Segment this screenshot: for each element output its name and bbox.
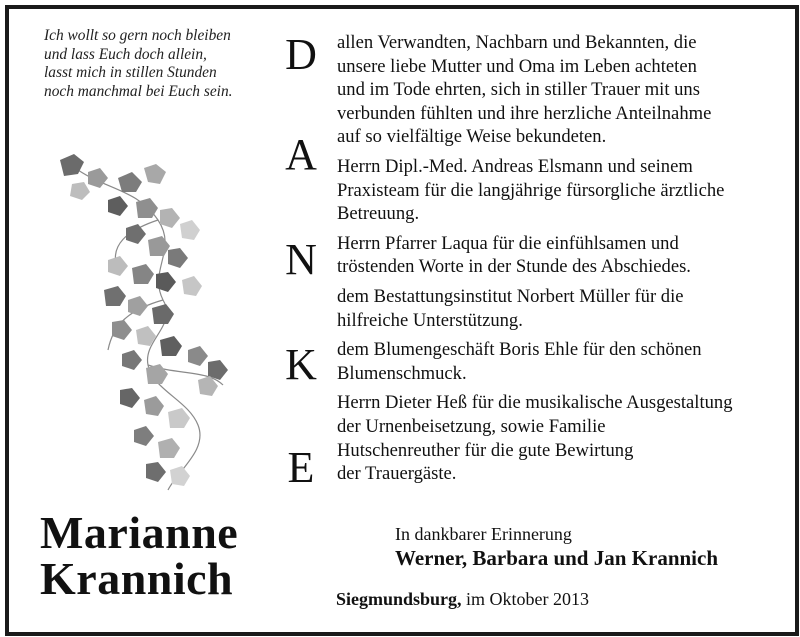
text-line: und im Tode ehrten, sich in stiller Trauer mit uns: [337, 79, 700, 101]
family-signature: Werner, Barbara und Jan Krannich: [395, 546, 719, 570]
danke-letter: A: [285, 130, 317, 179]
thanks-paragraph: [337, 31, 777, 149]
text-line: tröstenden Worte in der Stunde des Abschiedes.: [337, 256, 691, 278]
danke-letter: N: [285, 235, 317, 284]
last-name: Krannich: [40, 553, 234, 604]
text-line: Praxisteam für die langjährige fürsorgliche ärztliche: [337, 179, 725, 201]
place-name: Siegmundsburg,: [336, 589, 462, 609]
thanks-text: [337, 31, 777, 492]
text-line: dem Bestattungsinstitut Norbert Müller für die: [337, 285, 684, 307]
text-line: dem Blumengeschäft Boris Ehle für den schönen: [337, 339, 702, 361]
text-line: hilfreiche Unterstützung.: [337, 309, 523, 331]
first-name: Marianne: [40, 507, 239, 558]
text-line: Herrn Dieter Heß für die musikalische Ausgestaltung: [337, 392, 733, 414]
text-line: unsere liebe Mutter und Oma im Leben achteten: [337, 55, 697, 77]
poem-line: Ich wollt so gern noch bleiben: [44, 27, 231, 44]
deceased-name: [40, 507, 239, 604]
text-line: Betreuung.: [337, 203, 420, 225]
text-line: auf so vielfältige Weise bekundeten.: [337, 126, 607, 148]
text-line: Blumenschmuck.: [337, 362, 467, 384]
place-date: [336, 589, 589, 610]
thanks-paragraph: [337, 285, 777, 332]
danke-letter: E: [287, 443, 315, 492]
thanks-paragraph: [337, 232, 777, 279]
text-line: der Urnenbeisetzung, sowie Familie: [337, 415, 606, 437]
danke-letter: K: [285, 340, 317, 389]
thanks-paragraph: [337, 391, 777, 485]
memorial-poem: [44, 27, 274, 101]
poem-line: lasst mich in stillen Stunden: [44, 64, 217, 82]
thanks-paragraph: [337, 338, 777, 385]
poem-line: und lass Euch doch allein,: [44, 45, 207, 63]
text-line: der Trauergäste.: [337, 463, 457, 485]
memory-line: In dankbarer Erinnerung: [395, 524, 572, 544]
thanks-paragraph: [337, 155, 777, 226]
text-line: Hutschenreuther für die gute Bewirtung: [337, 439, 634, 461]
text-line: verbunden fühlten und ihre herzliche Anteilnahme: [337, 102, 712, 124]
text-line: Herrn Dipl.-Med. Andreas Elsmann und seinem: [337, 155, 693, 177]
danke-letter: D: [285, 30, 317, 79]
date-text: im Oktober 2013: [466, 589, 590, 609]
poem-line: noch manchmal bei Euch sein.: [44, 82, 233, 100]
text-line: allen Verwandten, Nachbarn und Bekannten, die: [337, 32, 697, 53]
ivy-vine-illustration: [48, 150, 238, 495]
text-line: Herrn Pfarrer Laqua für die einfühlsamen und: [337, 232, 679, 254]
